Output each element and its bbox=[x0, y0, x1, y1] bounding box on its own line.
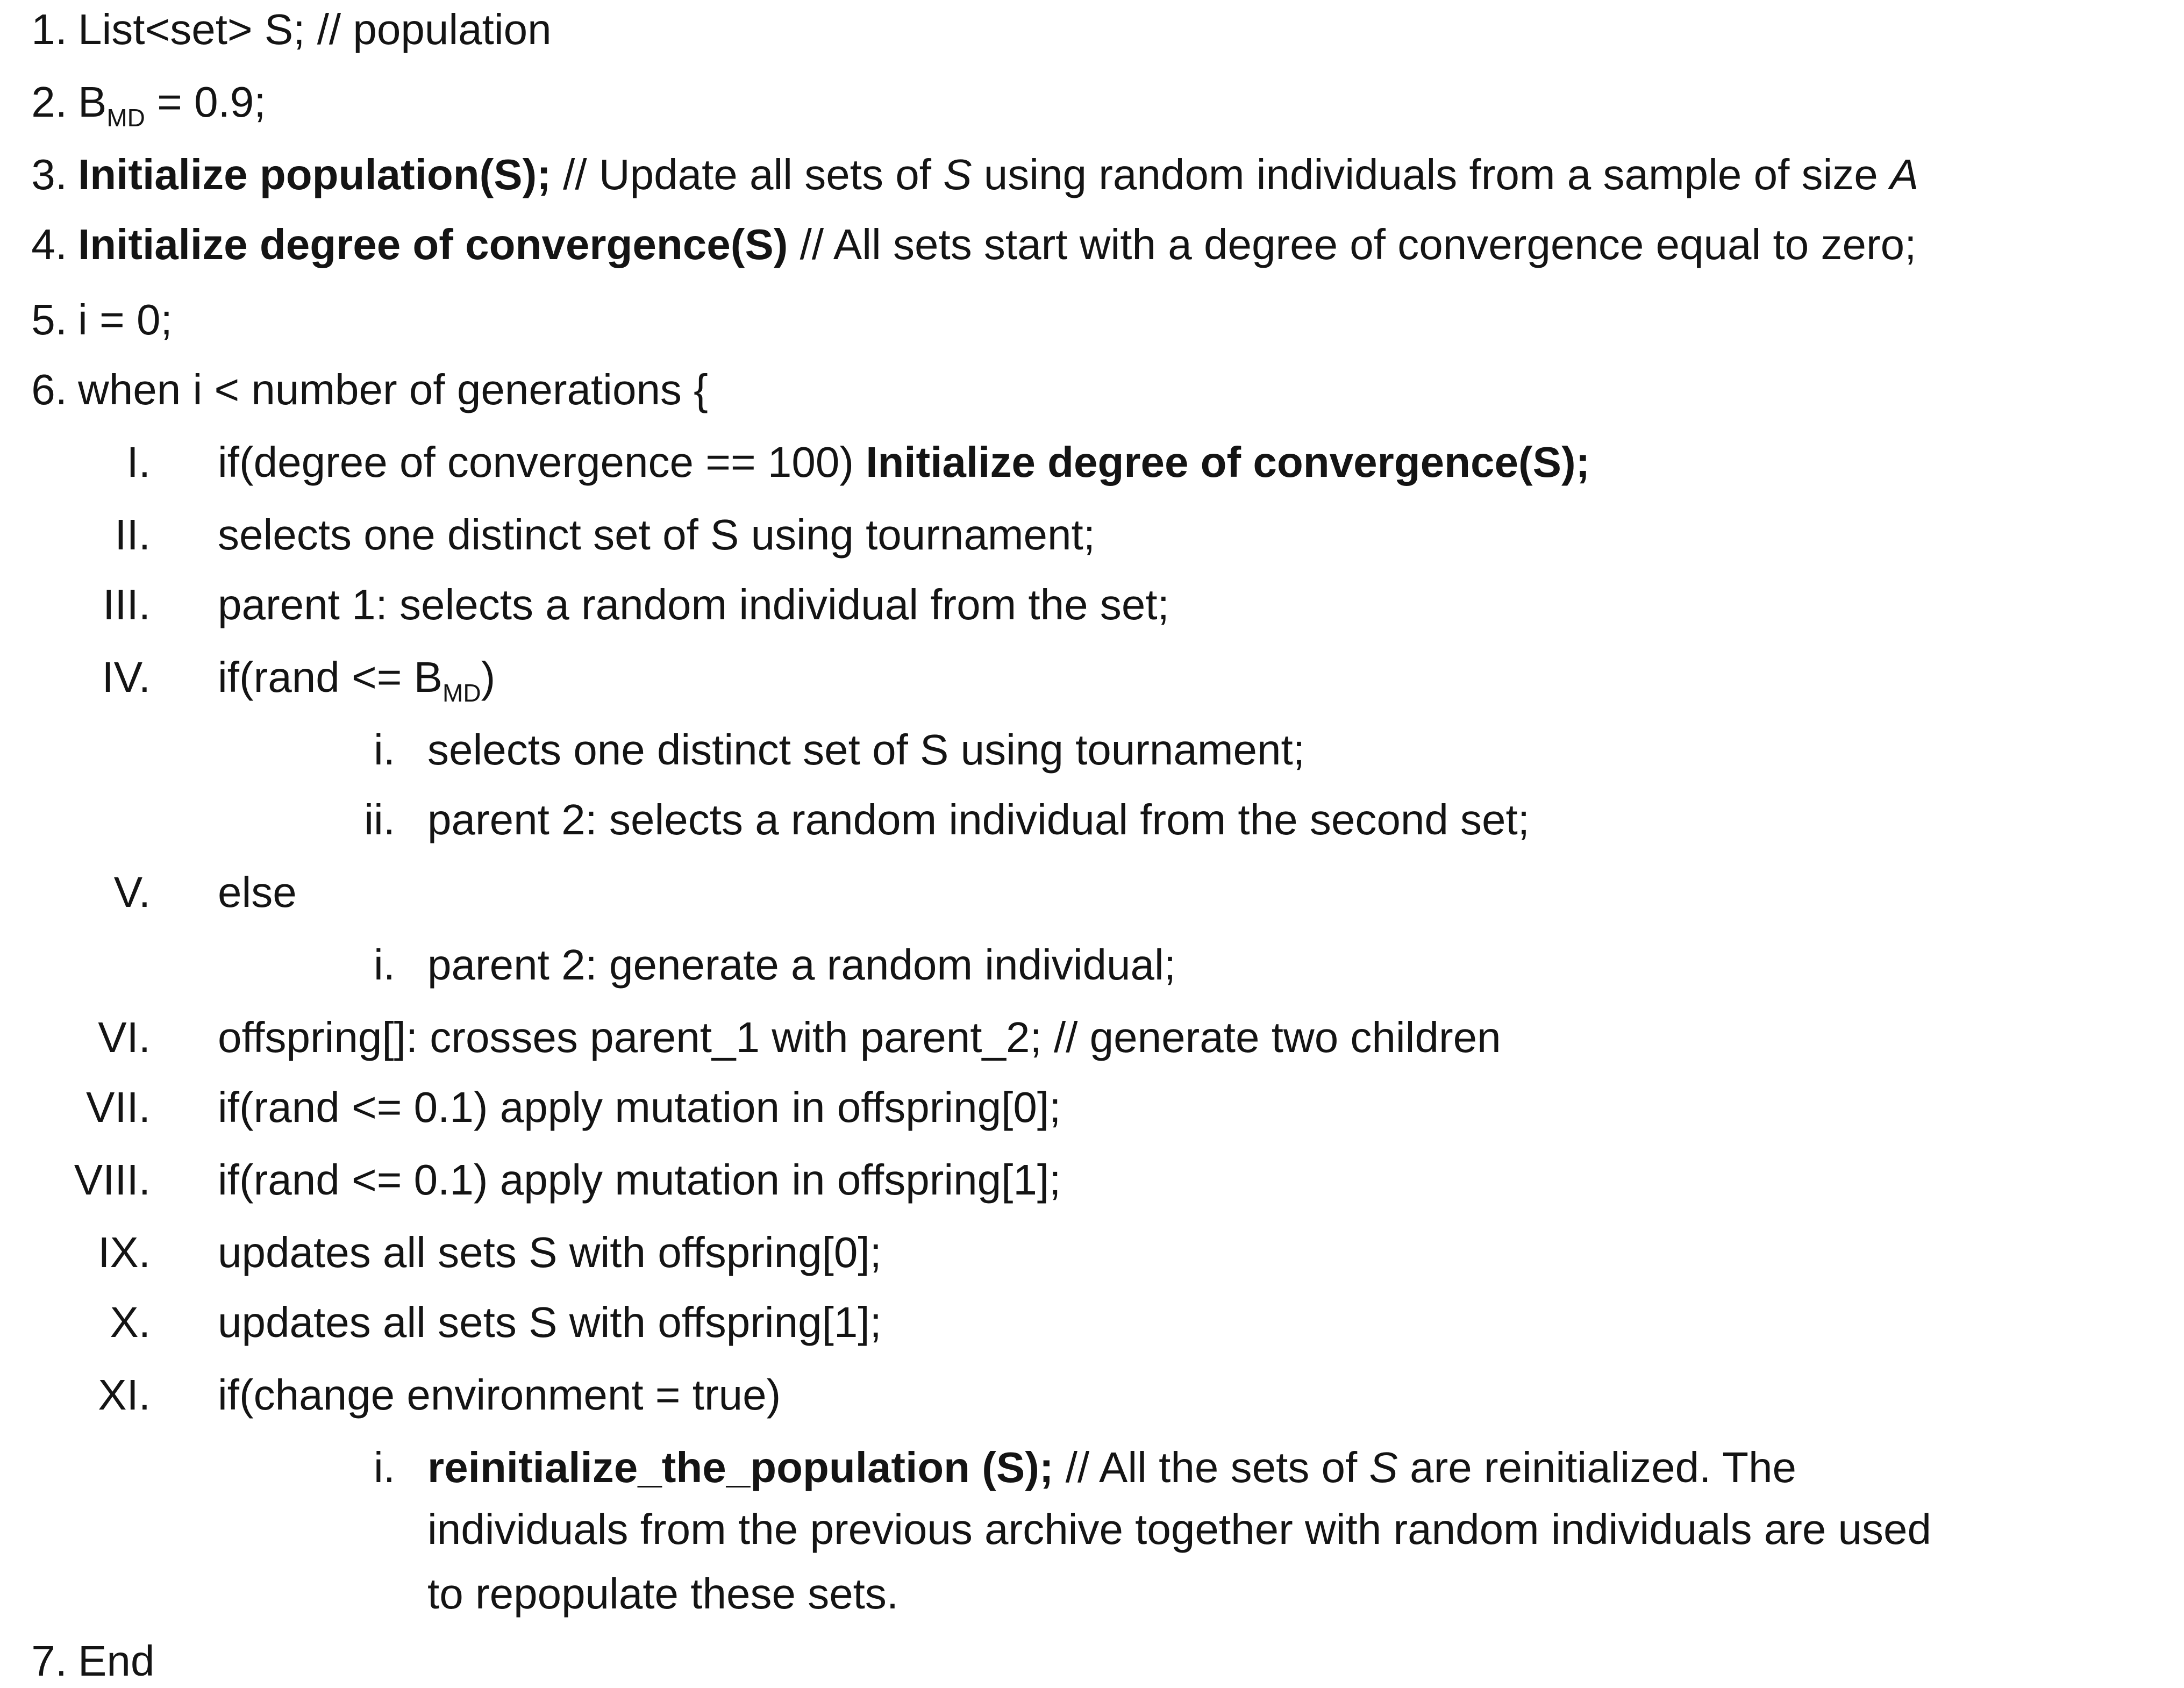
line-text bbox=[218, 650, 495, 710]
text-segment: offspring[]: crosses parent_1 with parent_2; // generate two children bbox=[218, 1013, 1501, 1061]
text-segment: selects one distinct set of S using tournament; bbox=[218, 511, 1095, 559]
line-text bbox=[218, 866, 297, 919]
line-text bbox=[218, 1368, 781, 1422]
text-segment: selects one distinct set of S using tournament; bbox=[427, 726, 1305, 774]
line-number: 1. bbox=[31, 5, 67, 53]
line-text bbox=[218, 578, 1169, 632]
line-text bbox=[427, 793, 1530, 847]
text-segment: individuals from the previous archive together with random individuals are used bbox=[427, 1505, 1932, 1553]
text-segment: // Update all sets of bbox=[551, 151, 944, 198]
line-text bbox=[218, 1296, 882, 1349]
line-text bbox=[218, 1081, 1061, 1134]
text-segment: List<set> S; // population bbox=[78, 5, 552, 53]
text-segment: S bbox=[1369, 1443, 1398, 1491]
text-segment: i = 0; bbox=[78, 296, 173, 344]
line-number: 6. bbox=[31, 366, 67, 413]
text-segment: parent 2: generate a random individual; bbox=[427, 941, 1176, 989]
line-text bbox=[78, 363, 708, 417]
line-number: 5. bbox=[31, 296, 67, 344]
line-text bbox=[427, 723, 1305, 777]
text-segment: to repopulate these sets. bbox=[427, 1570, 899, 1618]
line-text bbox=[78, 293, 173, 347]
text-segment: ) bbox=[481, 653, 496, 701]
text-segment: when i < number of generations { bbox=[78, 366, 708, 413]
line-text bbox=[218, 508, 1095, 562]
text-segment: are reinitialized. The bbox=[1397, 1443, 1796, 1491]
line-number: i. bbox=[374, 1443, 395, 1491]
text-segment: using random individuals from a sample of size bbox=[972, 151, 1890, 198]
text-segment: if(rand <= 0.1) apply mutation in offspring[0]; bbox=[218, 1083, 1061, 1131]
text-segment: if(degree of convergence == 100) bbox=[218, 438, 866, 486]
text-segment: updates all sets S with offspring[1]; bbox=[218, 1298, 882, 1346]
text-segment: if(change environment = true) bbox=[218, 1371, 781, 1419]
line-number: VII. bbox=[85, 1083, 151, 1131]
line-number: IV. bbox=[102, 653, 151, 701]
line-text bbox=[78, 1634, 154, 1688]
subscript-text: MD bbox=[106, 104, 145, 132]
text-segment: else bbox=[218, 868, 297, 916]
line-number: XI. bbox=[98, 1371, 151, 1419]
line-number: i. bbox=[374, 941, 395, 989]
line-text bbox=[427, 938, 1176, 992]
bold-text: Initialize degree of convergence(S) bbox=[78, 220, 788, 268]
bold-text: Initialize population(S); bbox=[78, 151, 551, 198]
line-number: X. bbox=[110, 1298, 151, 1346]
line-text bbox=[78, 3, 552, 56]
text-segment: // All the sets of bbox=[1053, 1443, 1369, 1491]
line-text bbox=[218, 1153, 1061, 1207]
bold-text: reinitialize_the_population (S); bbox=[427, 1443, 1054, 1491]
line-number: i. bbox=[374, 726, 395, 774]
line-text bbox=[427, 1503, 1931, 1556]
line-text bbox=[427, 1567, 898, 1621]
line-text bbox=[78, 148, 1918, 202]
line-text bbox=[218, 1226, 882, 1279]
line-text bbox=[218, 1011, 1501, 1064]
text-segment: // All sets start with a degree of convergence equal to zero; bbox=[788, 220, 1917, 268]
line-number: 3. bbox=[31, 151, 67, 198]
bold-text: Initialize degree of convergence(S); bbox=[866, 438, 1590, 486]
subscript-text: MD bbox=[442, 679, 481, 707]
line-text bbox=[218, 435, 1590, 489]
text-segment: S bbox=[943, 151, 972, 198]
line-text bbox=[78, 218, 1916, 271]
text-segment: End bbox=[78, 1637, 155, 1685]
line-text bbox=[78, 75, 266, 135]
text-segment: parent 2: selects a random individual from the second set; bbox=[427, 796, 1530, 843]
line-number: 4. bbox=[31, 220, 67, 268]
text-segment: B bbox=[78, 78, 107, 126]
line-number: 2. bbox=[31, 78, 67, 126]
line-text bbox=[427, 1441, 1796, 1494]
line-number: VIII. bbox=[74, 1156, 151, 1204]
line-number: 7. bbox=[31, 1637, 67, 1685]
text-segment: parent 1: selects a random individual from the set; bbox=[218, 581, 1169, 628]
text-segment: if(rand <= 0.1) apply mutation in offspring[1]; bbox=[218, 1156, 1061, 1204]
text-segment: A bbox=[1890, 151, 1919, 198]
line-number: III. bbox=[103, 581, 151, 628]
line-number: IX. bbox=[98, 1228, 151, 1276]
text-segment: if(rand <= B bbox=[218, 653, 443, 701]
line-number: VI. bbox=[98, 1013, 151, 1061]
line-number: ii. bbox=[364, 796, 395, 843]
line-number: I. bbox=[126, 438, 151, 486]
line-number: II. bbox=[115, 511, 151, 559]
text-segment: updates all sets S with offspring[0]; bbox=[218, 1228, 882, 1276]
text-segment: = 0.9; bbox=[145, 78, 266, 126]
line-number: V. bbox=[113, 868, 151, 916]
